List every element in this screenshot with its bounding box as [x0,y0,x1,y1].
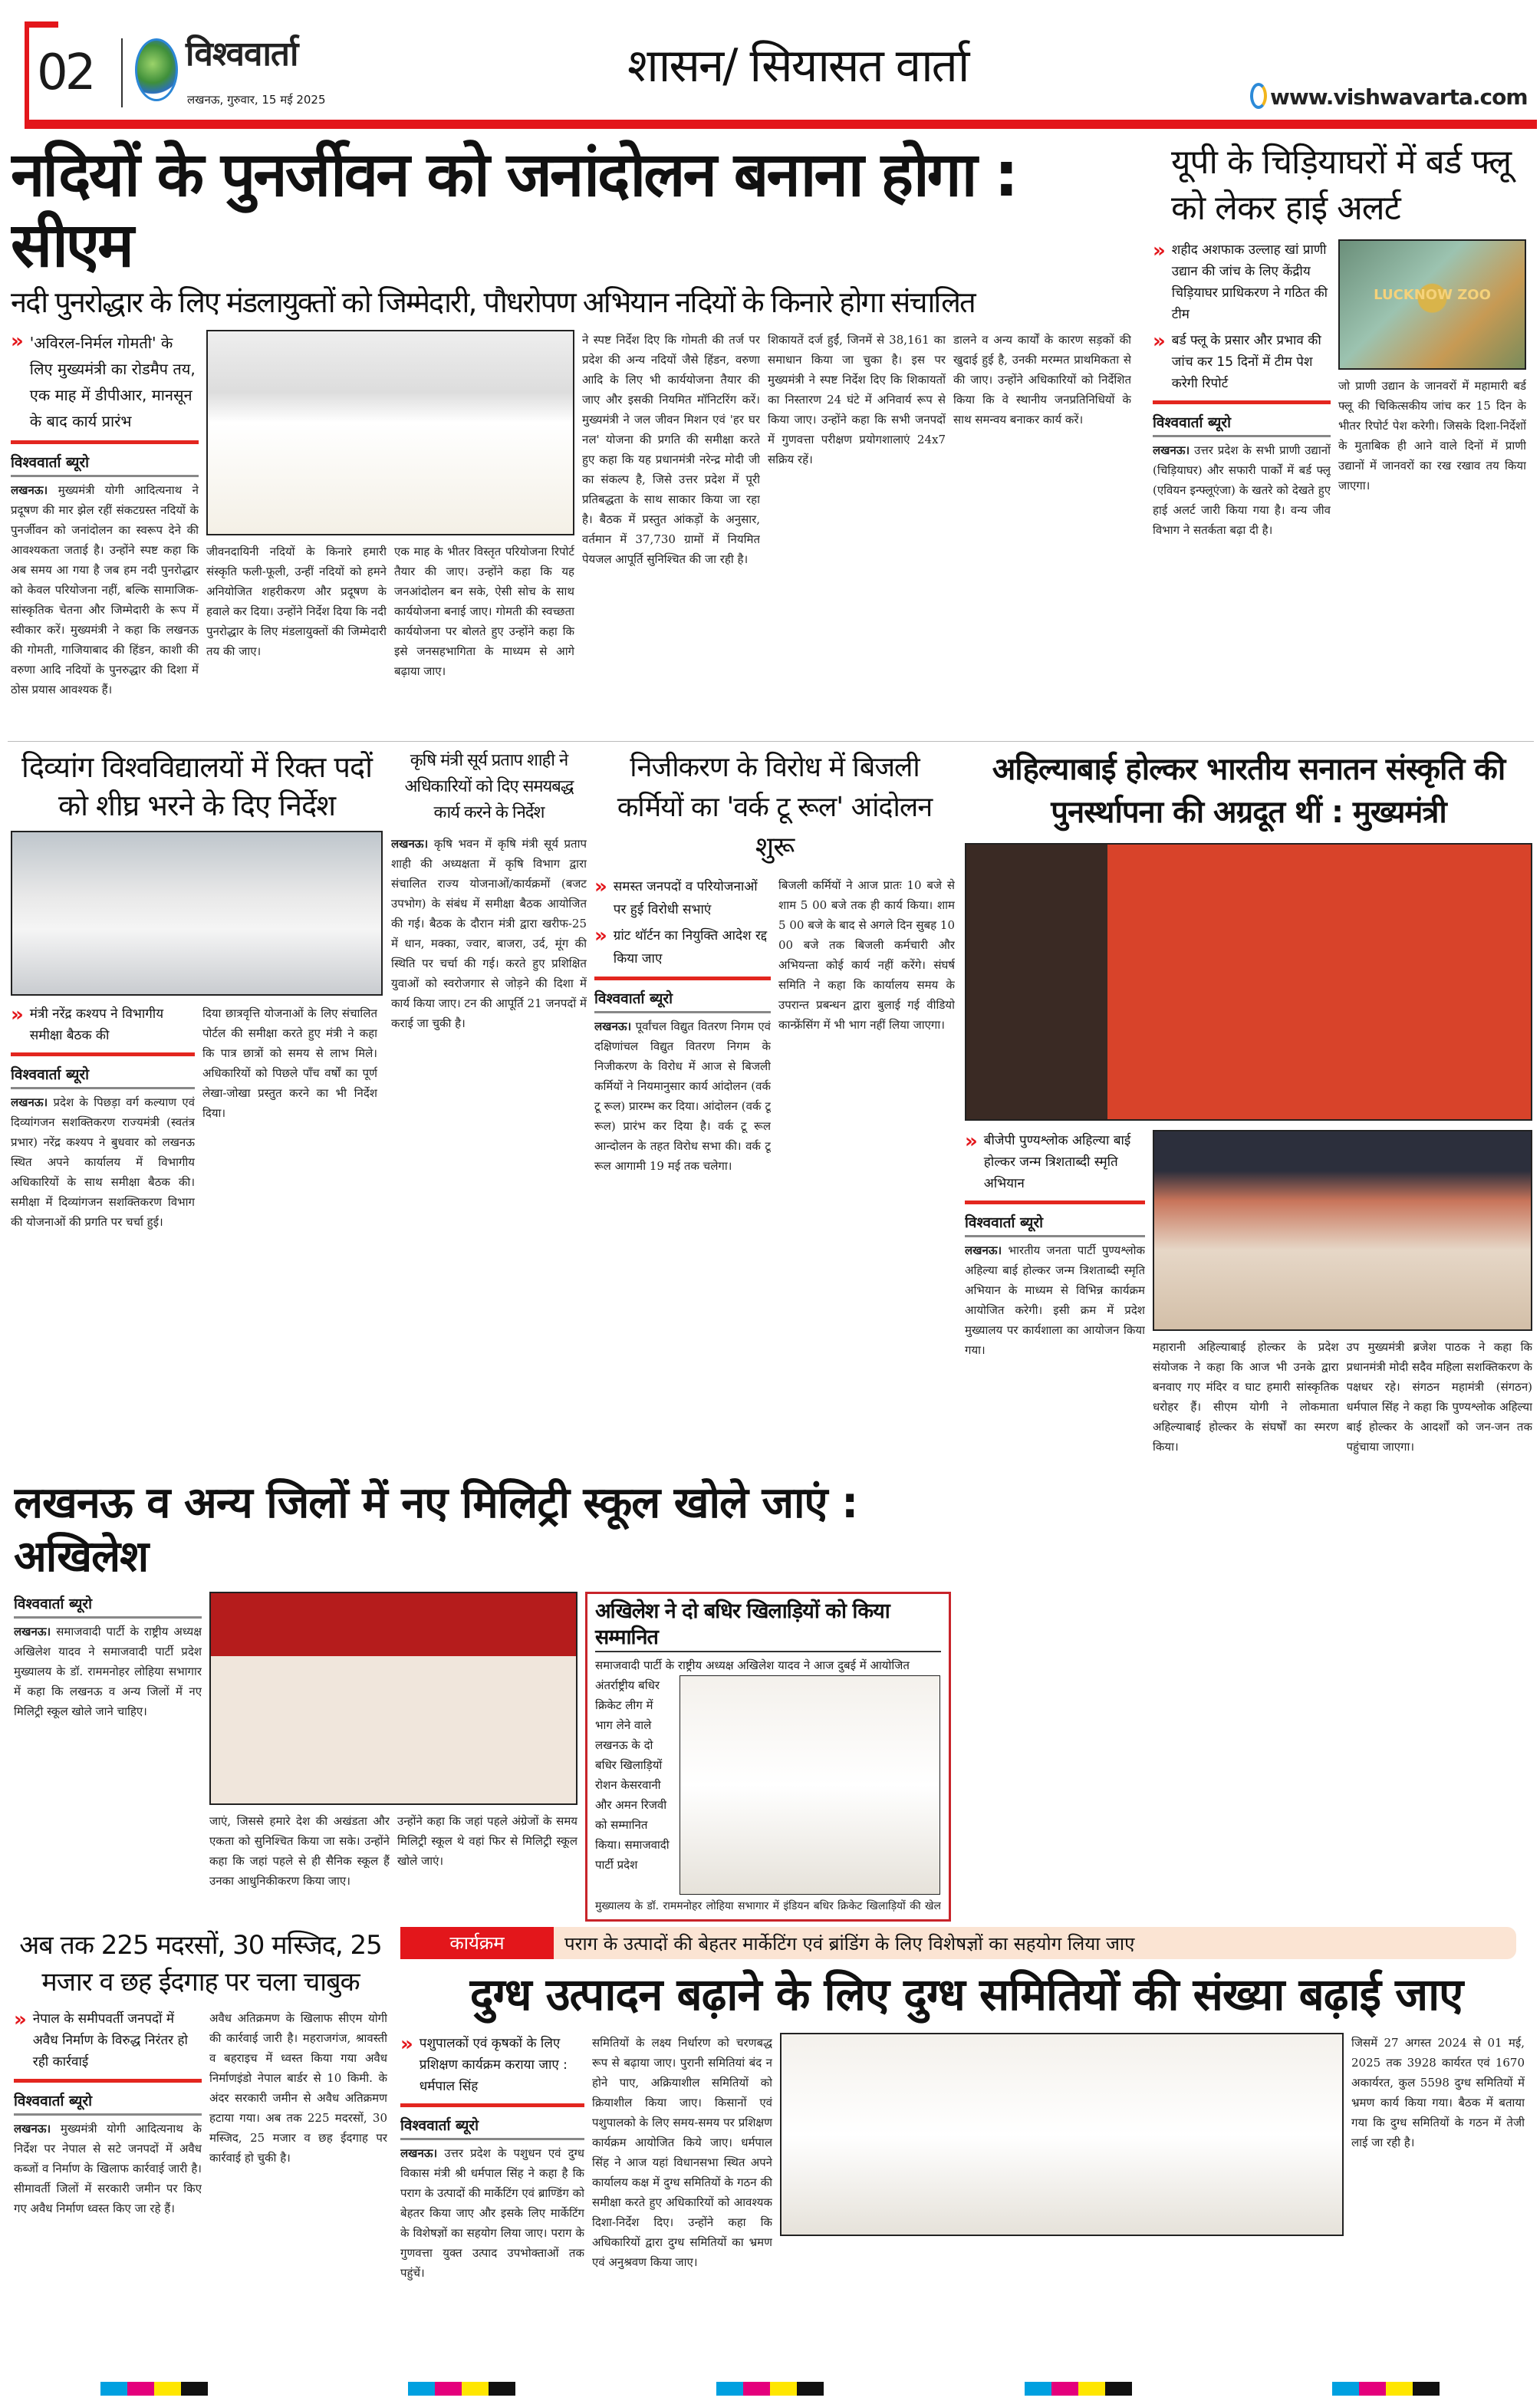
ahilya-photo-event [1153,1130,1532,1331]
dateline: लखनऊ। [594,1019,632,1033]
ahilya-photo-main [965,843,1532,1121]
byline: विश्ववार्ता ब्यूरो [14,1592,202,1619]
body-text: मुख्यमंत्री योगी आदित्यनाथ के निर्देश पर नेपाल से सटे जनपदों में अवैध कब्जों व निर्माण के खिलाफ कार्रवाई जारी है। सीमावर्ती जिलों में सरकारी जमीन पर किए गए अवैध निर्माण ध्वस्त किए जा रहे हैं। [14,2122,202,2215]
dugdh-body-col3: जिसमें 27 अगस्त 2024 से 01 मई, 2025 तक 3928 कार्यरत एवं 1670 अकार्यरत, कुल 5598 दुग्ध समितियों में भ्रमण कार्य किया गया। बैठक में बताया गया कि दुग्ध समितियों के गठन में तेजी लाई जा रही है। [1351,2036,1525,2149]
masthead [25,21,1532,129]
dugdh-body-col2: समितियों के लक्ष्य निर्धारण को चरणबद्ध रूप से बढ़ाया जाए। पुरानी समितियां बंद न होने पाए, अक्रियाशील समितियों को क्रियाशील किया जाए। किसानों एवं पशुपालको के लिए समय-समय पर प्रशिक्षण कार्यक्रम आयोजित किये जाए। धर्मपाल सिंह ने आज यहां विधानसभा स्थित अपने कार्यालय कक्ष में दुग्ध समितियों के गठन की समीक्षा करते हुए अधिकारियों को आवश्यक दिशा-निर्देश दिए। उन्होंने कहा कि अधिकारियों द्वारा दुग्ध समितियों का भ्रमण एवं अनुश्रवण किया जाए। [592,2036,772,2269]
dateline: लखनऊ। [1153,443,1190,457]
lead-article [11,140,1146,738]
byline: विश्ववार्ता ब्यूरो [965,1210,1145,1237]
section-title: शासन/ सियासत वार्ता [627,39,969,93]
ahilya-bullet [965,1130,1145,1194]
lead-body-col1 [11,480,199,738]
divider [8,741,1534,742]
body-text: कृषि भवन में कृषि मंत्री सूर्य प्रताप शाही की अध्यक्षता में कृषि विभाग द्वारा संचालित राज्य योजनाओं/कार्यक्रमों (बजट उपभोग) के संबंध में समीक्षा बैठक आयोजित की गई। बैठक के दौरान मंत्री द्वारा खरीफ-25 में धान, मक्का, ज्वार, बाजरा, उर्द, मूंग की स्थिति पर चर्चा की गई। [391,837,587,970]
lead-photo-meeting [206,330,574,535]
body-text: उत्तर प्रदेश के पशुधन एवं दुग्ध विकास मंत्री श्री धर्मपाल सिंह ने कहा है कि पराग के उत्पादों की मार्केटिंग एवं ब्राण्डिंग को बेहतर किया जाए और इसके लिए मार्केटिंग के विशेषज्ञों का सहयोग लिया जाए। पराग के गुणवत्ता युक्त उत्पाद उपभोक्ताओं तक पहुंचें। [400,2146,584,2280]
ahilya-body-col2: महारानी अहिल्याबाई होल्कर के प्रदेश संयोजक ने कहा कि आज भी उनके द्वारा बनवाए गए मंदिर व घाट हमारी सांस्कृतिक धरोहर हैं। सीएम योगी ने लोकमाता अहिल्याबाई होल्कर के संघर्षों का स्मरण किया। [1153,1340,1339,1454]
bullet-text: मंत्री नरेंद्र कश्यप ने विभागीय समीक्षा बैठक की [29,1006,164,1043]
military-photo [209,1592,578,1805]
madrasa-body-col1 [14,2119,202,2376]
military-headline: लखनऊ व अन्य जिलों में नए मिलिट्री स्कूल खोले जाएं : अखिलेश [14,1478,858,1582]
chevron-icon: » [1153,330,1166,353]
bijli-sidebar [594,875,771,1473]
dateline: लखनऊ। [14,1625,51,1639]
karyakram-banner [400,1927,1516,1959]
akhilesh-box [585,1592,951,1922]
page-number: 02 [37,44,94,101]
red-rule [14,2079,202,2083]
lead-body-col6: डालने व अन्य कार्यों के कारण सड़कों की खुदाई हुई है, उनकी मरम्मत प्राथमिकता से की जाए। उन्होंने अधिकारियों को निर्देशित किया कि वे स्थानीय जनप्रतिनिधियों के साथ समन्वय बनाकर कार्य करें। [953,332,1131,427]
masthead-rule [29,120,1537,129]
dateline: लखनऊ, गुरुवार, 15 मई 2025 [187,93,326,107]
bullet-text: शहीद अशफाक उल्लाह खां प्राणी उद्यान की जांच के लिए केंद्रीय चिड़ियाघर प्राधिकरण ने गठित की टीम [1171,242,1328,322]
lead-subhead: नदी पुनरोद्धार के लिए मंडलायुक्तों को जिम्मेदारी, पौधरोपण अभियान नदियों के किनारे होगा संचालित [11,285,975,319]
zoo-body-col1 [1153,440,1331,738]
body-text: मुख्यमंत्री योगी आदित्यनाथ ने प्रदूषण की मार झेल रहीं संकटग्रस्त नदियों के पुनर्जीवन को जनांदोलन का स्वरूप देने की आवश्यकता जताई है। उन्होंने स्पष्ट कहा कि अब समय आ गया है जब हम नदी पुनरोद्धार को केवल परियोजना नहीं, बल्कि सामाजिक-सांस्कृतिक चेतना और जिम्मेदारी के रूप में स्वीकार करें। मुख्यमंत्री ने कहा कि लखनऊ की गोमती, गाजियाबाद की हिंडन, काशी की वरुणा आदि नदियों के पुनरुद्धार की दिशा में ठोस प्रयास आवश्यक हैं। [11,483,199,697]
body-text: प्रदेश के पिछड़ा वर्ग कल्याण एवं दिव्यांगजन सशक्तिकरण राज्यमंत्री (स्वतंत्र प्रभार) नरेंद्र कश्यप ने बुधवार को लखनऊ स्थित अपने कार्यालय में विभागीय अधिकारियों के साथ समीक्षा बैठक की। समीक्षा में दिव्यांगजन सशक्तिकरण विभाग की योजनाओं की प्रगति पर चर्चा हुई। [11,1095,195,1229]
chevron-icon: » [1153,239,1166,262]
zoo-body-col2: जो प्राणी उद्यान के जानवरों में महामारी बर्ड फ्लू की चिकित्सकीय जांच कर 15 दिन के भीतर रिपोर्ट पेश करेगी। जिसके दिशा-निर्देशों के मुताबिक ही आने वाले दिनों में प्राणी उद्यानों में जानवरों का रख रखाव तय किया जाएगा। [1338,379,1526,492]
body-text: पूर्वांचल विद्युत वितरण निगम एवं दक्षिणांचल विद्युत वितरण निगम के निजीकरण के विरोध में आज से बिजली कर्मियों ने नियमानुसार कार्य आंदोलन (वर्क टू रूल) प्रारम्भ कर दिया। आंदोलन (वर्क टू रूल) प्रारंभ कर दिया है। वर्क टू रूल आन्दोलन के तहत विरोध सभा की। वर्क टू रूल आगामी 19 मई तक चलेगा। [594,1019,771,1173]
dateline: लखनऊ। [965,1243,1002,1257]
bijli-body-col2: बिजली कर्मियों ने आज प्रातः 10 बजे से शाम 5 00 बजे तक ही कार्य किया। शाम 5 00 बजे के बाद से अगले दिन सुबह 10 00 बजे तक बिजली कर्मचारी और अभियन्ता कोई कार्य नहीं करेंगे। संघर्ष समिति ने कहा कि कार्यालय समय के उपरान्त प्रबन्धन द्वारा बुलाई गई वीडियो कान्फ्रेंसिंग में भी भाग नहीं लिया जाएगा। [778,878,955,1032]
bijli-bullet [594,875,771,921]
byline: विश्ववार्ता ब्यूरो [11,450,199,477]
chevron-icon: » [594,875,607,898]
divyang-body-col1 [11,1092,195,1473]
bijli-headline: निजीकरण के विरोध में बिजली कर्मियों का 'वर्क टू रूल' आंदोलन शुरू [617,752,933,863]
lead-middle [206,330,574,738]
chevron-icon: » [400,2033,413,2056]
bullet-text: नेपाल के समीपवर्ती जनपदों में अवैध निर्माण के विरुद्ध निरंतर हो रही कार्रवाई [32,2011,188,2070]
zoo-right [1338,239,1526,738]
akhilesh-box-side: अंतर्राष्ट्रीय बधिर क्रिकेट लीग में भाग लेने वाले लखनऊ के दो बधिर खिलाड़ियों रोशन केसरवानी और अमन रिजवी को सम्मानित किया। समाजवादी पार्टी प्रदेश [595,1678,670,1872]
akhilesh-box-body: मुख्यालय के डॉ. राममनोहर लोहिया सभागार में इंडियन बधिर क्रिकेट खिलाड़ियों की खेल [595,1900,941,1912]
masthead-corner [29,21,58,28]
byline: विश्ववार्ता ब्यूरो [594,986,771,1013]
bullet-text: 'अविरल-निर्मल गोमती' के लिए मुख्यमंत्री का रोडमैप तय, एक माह में डीपीआर, मानसून के बाद कार्य प्रारंभ [29,333,196,430]
body-text: उत्तर प्रदेश के सभी प्राणी उद्यानों (चिड़ियाघर) और सफारी पार्कों में बर्ड फ्लू (एवियन इन्फ्लूएंजा) के खतरे को देखते हुए हाई अलर्ट जारी किया गया है। वन्य जीव विभाग ने सतर्कता बढ़ा दी है। [1153,443,1331,537]
banner-label: कार्यक्रम [400,1927,554,1959]
body-text: समाजवादी पार्टी के राष्ट्रीय अध्यक्ष अखिलेश यादव ने समाजवादी पार्टी प्रदेश मुख्यालय के डॉ. राममनोहर लोहिया सभागार में कहा कि लखनऊ व अन्य जिलों में नए मिलिट्री स्कूल खोले जाने चाहिए। [14,1625,202,1718]
color-bar [716,2382,824,2396]
akhilesh-box-headline: अखिलेश ने दो बधिर खिलाड़ियों को किया सम्मानित [595,1599,941,1652]
military-body-col2: जाएं, जिससे हमारे देश की अखंडता और एकता को सुनिश्चित किया जा सके। उन्होंने कहा कि जहां पहले से ही सैनिक स्कूल हैं उनका आधुनिकीकरण किया जाए। [209,1814,390,1888]
chevron-icon: » [594,924,607,947]
divyang-sidebar [11,1003,195,1473]
zoo-headline: यूपी के चिड़ियाघरों में बर्ड फ्लू को लेकर हाई अलर्ट [1171,143,1512,228]
bijli-body-col1 [594,1016,771,1473]
dugdh-headline: दुग्ध उत्पादन बढ़ाने के लिए दुग्ध समितियों की संख्या बढ़ाई जाए [469,1968,1463,2021]
krishi-body-col1 [391,834,587,1473]
military-body-col1 [14,1622,202,1922]
red-rule [965,1200,1145,1204]
website-globe-icon [1250,83,1267,109]
lead-headline: नदियों के पुनर्जीवन को जनांदोलन बनाना होगा : सीएम [11,140,1017,281]
ahilya-right [1153,1130,1532,1922]
zoo-photo [1338,239,1526,370]
lead-body-col5: शिकायतें दर्ज हुईं, जिनमें से 38,161 का समाधान किया जा चुका है। इस पर मुख्यमंत्री ने स्पष्ट निर्देश दिए कि शिकायतों का निस्तारण 24 घंटे में अनिवार्य रूप से किया जाए। उन्होंने कहा कि सभी जनपदों में गुणवत्ता परीक्षण प्रयोगशालाएं 24x7 सक्रिय रहें। [768,332,946,466]
zoo-article [1153,140,1534,738]
dugdh-sidebar [400,2033,584,2376]
color-bar [1332,2382,1440,2396]
madrasa-bullet [14,2008,202,2073]
chevron-icon: » [14,2008,27,2031]
krishi-headline: कृषि मंत्री सूर्य प्रताप शाही ने अधिकारियों को दिए समयबद्ध कार्य करने के निर्देश [404,751,574,822]
zoo-bullet [1153,330,1331,394]
red-rule [11,440,199,444]
color-bar [1025,2382,1132,2396]
byline: विश्ववार्ता ब्यूरो [400,2113,584,2140]
military-body-col3: उन्होंने कहा कि जहां पहले अंग्रेजों के समय मिलिट्री स्कूल थे वहां फिर से मिलिट्री स्कूल खोले जाएं। [397,1814,578,1868]
lead-sidebar [11,330,199,738]
ahilya-headline: अहिल्याबाई होल्कर भारतीय सनातन संस्कृति की पुनर्स्थापना की अग्रदूत थीं : मुख्यमंत्री [992,752,1505,830]
madrasa-sidebar [14,2008,202,2376]
lead-body-col2: जीवनदायिनी नदियों के किनारे हमारी संस्कृति फली-फूली, उन्हीं नदियों को हमने अनियोजित शहरीकरण और प्रदूषण के हवाले कर दिया। उन्होंने निर्देश दिया कि नदी पुनरोद्धार के लिए मंडलायुक्तों की जिम्मेदारी तय की जाए। [206,544,387,658]
military-sidebar [14,1592,202,1922]
chevron-icon: » [965,1130,978,1153]
bullet-text: पशुपालकों एवं कृषकों के लिए प्रशिक्षण कार्यक्रम कराया जाए : धर्मपाल सिंह [419,2036,568,2094]
divyang-body-col2: दिया छात्रवृत्ति योजनाओं के लिए संचालित पोर्टल की समीक्षा करते हुए मंत्री ने कहा कि पात्र छात्रों को समय से लाभ मिले। अधिकारियों को पिछले पाँच वर्षों का पूर्ण लेखा-जोखा प्रस्तुत करने का भी निर्देश दिया। [202,1006,377,1120]
dateline: लखनऊ। [400,2146,438,2160]
chevron-icon: » [11,1003,24,1026]
bijli-bullet [594,924,771,970]
military-middle [209,1592,578,1922]
madrasa-headline: अब तक 225 मदरसों, 30 मस्जिद, 25 मजार व छह ईदगाह पर चला चाबुक [19,1930,382,1998]
akhilesh-box-photo [680,1675,940,1895]
dateline: लखनऊ। [14,2122,51,2136]
bijli-article [594,748,955,1473]
ahilya-article [965,748,1532,1922]
bullet-text: ग्रांट थॉर्टन का नियुक्ति आदेश रद्द किया जाए [613,928,768,967]
divyang-photo [11,831,383,996]
ahilya-sidebar [965,1130,1145,1922]
bullet-text: बीजेपी पुण्यश्लोक अहिल्या बाई होल्कर जन्म त्रिशताब्दी स्मृति अभियान [983,1133,1131,1191]
red-rule [594,977,771,980]
divyang-article [11,748,383,1473]
ahilya-body-col3: उप मुख्यमंत्री ब्रजेश पाठक ने कहा कि प्रधानमंत्री मोदी सदैव महिला सशक्तिकरण के पक्षधर रहे। संगठन महामंत्री (संगठन) धर्मपाल सिंह ने कहा कि पुण्यश्लोक अहिल्या बाई होल्कर के आदर्शों को जन-जन तक पहुंचाया जाएगा। [1346,1340,1532,1454]
registration-strip [0,2382,1540,2397]
ahilya-body-col1 [965,1240,1145,1922]
dateline: लखनऊ। [11,1095,48,1109]
dugdh-body-col1 [400,2143,584,2376]
red-rule [400,2103,584,2107]
chevron-icon: » [11,329,24,353]
dugdh-photo [780,2033,1344,2236]
divyang-bullet [11,1003,195,1046]
dateline: लखनऊ। [391,837,429,851]
divyang-headline: दिव्यांग विश्वविद्यालयों में रिक्त पदों को शीघ्र भरने के दिए निर्देश [21,750,372,822]
akhilesh-box-lead: समाजवादी पार्टी के राष्ट्रीय अध्यक्ष अखिलेश यादव ने आज दुबई में आयोजित [595,1658,910,1672]
body-text: करते हुए प्रशिक्षित युवाओं को स्वरोजगार से जोड़ने की दिशा में कार्य किया जाए। टन की आपूर्ति 21 जनपदों में कराई जा चुकी है। [391,957,587,1030]
banner-text: पराग के उत्पादों की बेहतर मार्केटिंग एवं ब्रांडिंग के लिए विशेषज्ञों का सहयोग लिया जाए [564,1932,1135,1955]
dateline: लखनऊ। [11,483,48,497]
website-link[interactable]: www.vishwavarta.com [1270,84,1528,110]
zoo-sidebar [1153,239,1331,738]
dugdh-bullet [400,2033,584,2097]
body-text: भारतीय जनता पार्टी पुण्यश्लोक अहिल्या बाई होल्कर जन्म त्रिशताब्दी स्मृति अभियान के माध्यम से विभिन्न कार्यक्रम आयोजित करेगी। इसी क्रम में प्रदेश मुख्यालय पर कार्यशाला का आयोजन किया गया। [965,1243,1145,1357]
divider [121,38,123,107]
madrasa-body-col2: अवैध अतिक्रमण के खिलाफ सीएम योगी की कार्रवाई जारी है। महराजगंज, श्रावस्ती व बहराइच में ध्वस्त किया गया अवैध निर्माणइंडो नेपाल बार्डर से 10 किमी. के अंदर सरकारी जमीन से अवैध अतिक्रमण हटाया गया। अब तक 225 मदरसों, 30 मस्जिद, 25 मजार व छह ईदगाह पर कार्रवाई हो चुकी है। [209,2011,387,2165]
lead-bullet [11,330,199,434]
bullet-text: बर्ड फ्लू के प्रसार और प्रभाव की जांच कर 15 दिनों में टीम पेश करेगी रिपोर्ट [1171,333,1321,391]
krishi-article [391,748,587,1473]
red-rule [11,1052,195,1056]
paper-name: विश्ववार्ता [186,35,298,74]
photo-sign-text: LUCKNOW ZOO [1374,287,1491,303]
byline: विश्ववार्ता ब्यूरो [1153,410,1331,437]
lead-body-col4: ने स्पष्ट निर्देश दिए कि गोमती की तर्ज पर प्रदेश की अन्य नदियों जैसे हिंडन, वरुणा आदि के लिए भी कार्ययोजना तैयार की जाए और इसकी नियमित मॉनिटरिंग करें। मुख्यमंत्री ने जल जीवन मिशन एवं 'हर घर नल' योजना की प्रगति की समीक्षा करते हुए कहा कि यह प्रधानमंत्री नरेन्द्र मोदी जी का संकल्प है, जिसे उत्तर प्रदेश में पूरी प्रतिबद्धता के साथ साकार किया जा रहा है। बैठक में प्रस्तुत आंकड़ों के अनुसार, वर्तमान में 37,730 ग्रामों में नियमित पेयजल आपूर्ति सुनिश्चित की जा रही है। [582,332,760,566]
madrasa-article [14,1927,387,2376]
akhilesh-box-content [595,1675,941,1895]
color-bar [100,2382,208,2396]
dugdh-article [400,1927,1532,2376]
bullet-text: समस्त जनपदों व परियोजनाओं पर हुई विरोधी सभाएं [613,879,758,917]
logo-globe-icon [135,38,178,101]
byline: विश्ववार्ता ब्यूरो [14,2089,202,2116]
lead-body-col3: एक माह के भीतर विस्तृत परियोजना रिपोर्ट तैयार की जाए। उन्होंने कहा कि यह जनआंदोलन बन सके, ऐसी सोच के साथ कार्ययोजना बनाई जाए। गोमती की स्वच्छता कार्ययोजना पर बोलते हुए उन्होंने कहा कि इसे जनसहभागिता के माध्यम से आगे बढ़ाया जाए। [394,544,574,678]
zoo-bullet [1153,239,1331,325]
military-article [14,1477,959,1922]
byline: विश्ववार्ता ब्यूरो [11,1062,195,1089]
color-bar [408,2382,515,2396]
red-rule [1153,400,1331,404]
